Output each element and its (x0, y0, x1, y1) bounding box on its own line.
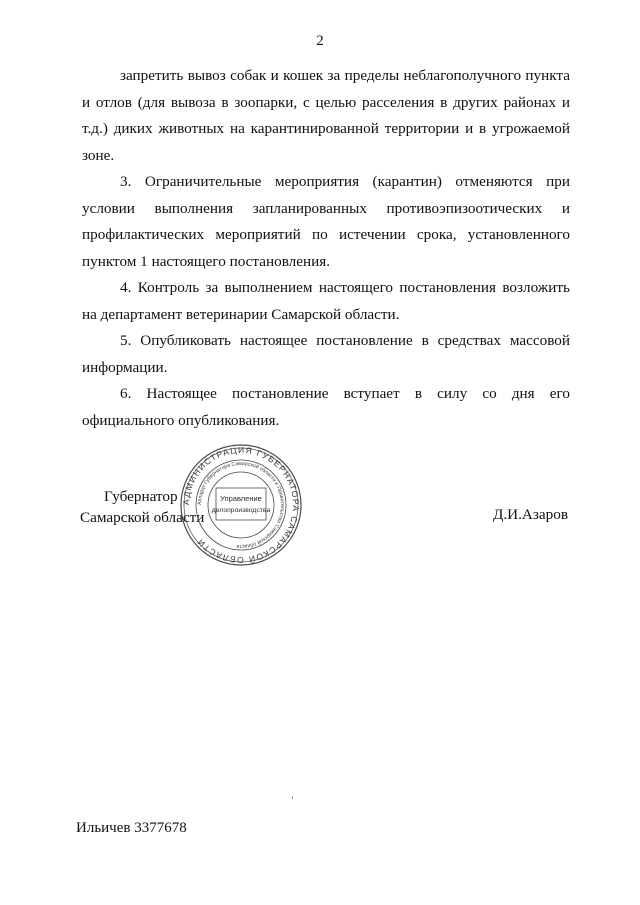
paragraph-quarantine-restrictions: запретить вывоз собак и кошек за пределы неблагополучного пункта и отлов (для вывоза в зоопарки, с целью расселения в других районах и т.д.) диких животных на карантинированной территории и в угрожаемой зоне. (82, 67, 570, 164)
stamp-outer-text: АДМИНИСТРАЦИЯ ГУБЕРНАТОРА САМАРСКОЙ ОБЛАСТИ (180, 444, 302, 566)
executor-note: Ильичев 3377678 (76, 820, 187, 836)
stamp-inner-text: Аппарат Губернатора Самарской области и Правительства Самарской области (196, 460, 286, 550)
paragraph-6-effective-date: 6. Настоящее постановление вступает в силу со дня его официального опубликования. (82, 385, 570, 429)
scan-artifact (292, 796, 293, 799)
official-stamp (178, 442, 304, 568)
page-number: 2 (316, 33, 324, 49)
document-body (82, 63, 570, 434)
signatory-title-line-1: Губернатор (104, 488, 178, 505)
paragraph-5-publish: 5. Опубликовать настоящее постановление в средствах массовой информации. (82, 332, 570, 376)
paragraph-4-control: 4. Контроль за выполнением настоящего постановления возложить на департамент ветеринарии Самарской области. (82, 279, 570, 323)
signatory-name: Д.И.Азаров (493, 506, 568, 523)
stamp-center-line-2: делопроизводства (211, 507, 271, 514)
svg-text:Аппарат Губернатора Самарской (197, 461, 285, 549)
signatory-title-line-2: Самарской области (80, 509, 205, 526)
stamp-center-line-1: Управление (220, 494, 262, 503)
paragraph-3-lifting-quarantine: 3. Ограничительные мероприятия (карантин) отменяются при условии выполнения запланированных противоэпизоотических и профилактических мероприятий по истечении срока, установленного пунктом 1 настоящего постановления. (82, 173, 570, 270)
